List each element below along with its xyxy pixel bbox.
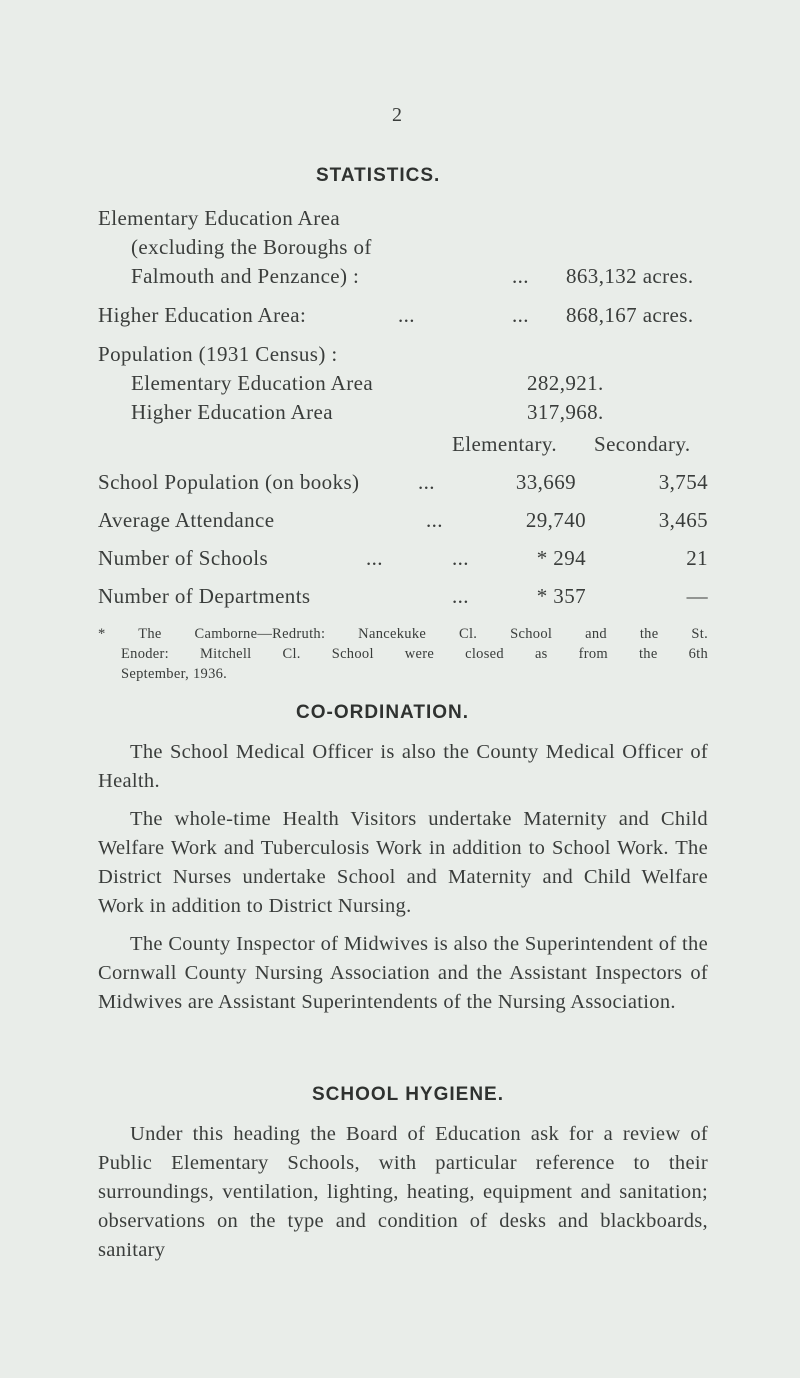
row-dots: ... (452, 546, 469, 570)
footnote-line3: September, 1936. (121, 666, 228, 682)
pop-elem-value: 282,921. (527, 371, 604, 395)
row-elementary-value: * 294 (536, 546, 586, 570)
row-elementary-value: 29,740 (525, 508, 586, 532)
school-hygiene-heading: SCHOOL HYGIENE. (312, 1084, 505, 1105)
row-label: Number of Schools (98, 546, 269, 570)
elem-area-label-line3: Falmouth and Penzance) : (131, 264, 360, 288)
row-secondary-value: 3,754 (658, 470, 708, 494)
footnote-line1: * The Camborne—Redruth: Nancekuke Cl. School and the St. (98, 626, 708, 642)
col-header-secondary: Secondary. (594, 432, 691, 456)
row-elementary-value: * 357 (536, 584, 586, 608)
elem-area-dots: ... (512, 264, 529, 288)
row-dots: ... (366, 546, 383, 570)
coordination-heading: CO-ORDINATION. (296, 702, 470, 723)
higher-area-dots1: ... (398, 303, 415, 327)
row-dots: ... (418, 470, 435, 494)
row-elementary-value: 33,669 (515, 470, 576, 494)
pop-higher-label: Higher Education Area (131, 400, 333, 424)
hygiene-paragraph-1: Under this heading the Board of Education ask for a review of Public Elementary Schools, with particular reference to their surroundings, ventilation, lighting, heating, equipment and sanitation; observations on the type and condition of desks and blackboards, sanitary (98, 1123, 708, 1261)
row-secondary-value: 21 (686, 546, 708, 570)
coordination-paragraph-2: The whole-time Health Visitors undertake Maternity and Child Welfare Work and Tuberculosis Work in addition to School Work. The District Nurses undertake School and Maternity and Child Welfare Work in addition to District Nursing. (98, 808, 708, 917)
footnote-line2: Enoder: Mitchell Cl. School were closed as from the 6th (121, 646, 708, 662)
elem-area-value: 863,132 acres. (566, 264, 694, 288)
row-secondary-value: — (686, 584, 708, 608)
population-label: Population (1931 Census) : (98, 342, 338, 366)
row-secondary-value: 3,465 (658, 508, 708, 532)
pop-higher-value: 317,968. (527, 400, 604, 424)
page-number: 2 (392, 104, 403, 126)
col-header-elementary: Elementary. (452, 432, 558, 456)
coordination-paragraph-1: The School Medical Officer is also the County Medical Officer of Health. (98, 741, 708, 792)
elem-area-label-line1: Elementary Education Area (98, 206, 341, 230)
row-label: School Population (on books) (98, 470, 360, 494)
elem-area-label-line2: (excluding the Boroughs of (131, 235, 372, 259)
statistics-heading: STATISTICS. (316, 165, 441, 186)
higher-area-label: Higher Education Area: (98, 303, 307, 327)
higher-area-dots2: ... (512, 303, 529, 327)
row-dots: ... (452, 584, 469, 608)
pop-elem-label: Elementary Education Area (131, 371, 374, 395)
higher-area-value: 868,167 acres. (566, 303, 694, 327)
row-label: Number of Departments (98, 584, 311, 608)
row-label: Average Attendance (98, 508, 275, 532)
coordination-paragraph-3: The County Inspector of Midwives is also the Superintendent of the Cornwall County Nursing Association and the Assistant Inspectors of Midwives are Assistant Superintendents of the Nursing Association. (98, 933, 708, 1013)
row-dots: ... (426, 508, 443, 532)
